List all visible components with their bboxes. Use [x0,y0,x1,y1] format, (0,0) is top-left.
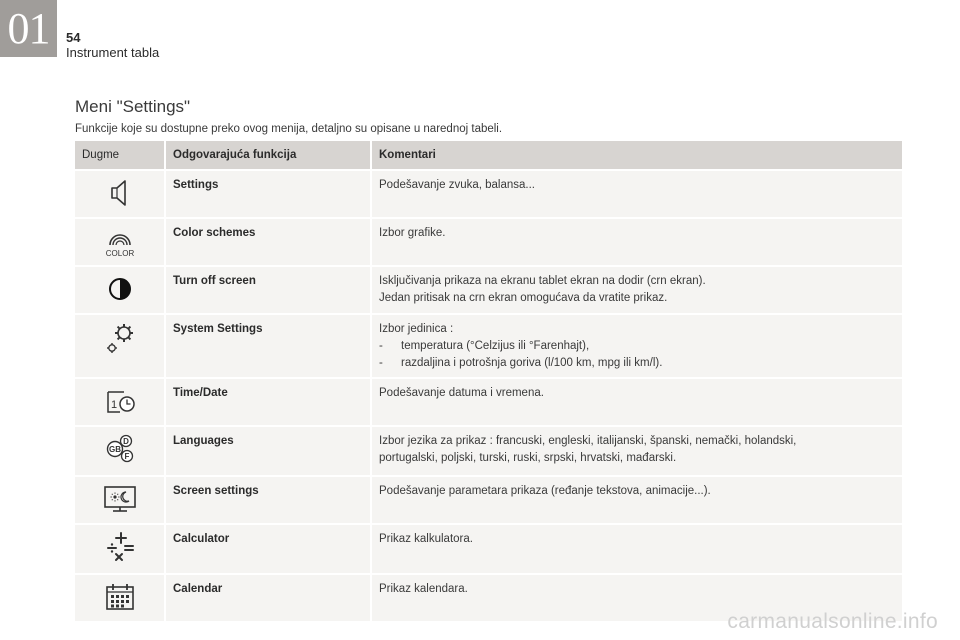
section-title: Meni "Settings" [75,97,191,116]
chapter-title: Instrument tabla [66,45,160,60]
function-name: Turn off screen [165,266,371,314]
color-icon-label: COLOR [105,249,134,258]
table-row [75,170,903,218]
function-name: Screen settings [165,476,371,524]
function-name: Calculator [165,524,371,574]
language-f-label: F [124,452,129,461]
table-row [75,426,903,476]
language-d-label: D [122,437,129,446]
icon-cell [75,170,165,218]
function-name: Calendar [165,574,371,621]
screen-settings-icon [98,481,142,517]
icon-cell [75,266,165,314]
table-row [75,378,903,426]
icon-cell [75,476,165,524]
icon-cell [75,218,165,266]
gears-icon [100,319,140,357]
languages-icon [98,431,142,469]
comments: Podešavanje parametara prikaza (ređanje tekstova, animacije...). [371,476,903,524]
comments: Isključivanja prikaza na ekranu tablet ekran na dodir (crn ekran). Jedan pritisak na crn ekran omogućava da vratite prikaz. [371,266,903,314]
comments: Prikaz kalkulatora. [371,524,903,574]
icon-cell [75,378,165,426]
column-header-button: Dugme [75,141,165,170]
color-icon [98,223,142,259]
calendar-clock-icon [98,383,142,419]
icon-cell [75,314,165,378]
icon-cell [75,574,165,621]
function-name: System Settings [165,314,371,378]
comments: Izbor jedinica : - temperatura (°Celzijus ili °Farenhajt), - razdaljina i potrošnja goriva (l/100 km, mpg ili km/l). [371,314,903,378]
function-name: Time/Date [165,378,371,426]
speaker-icon [100,175,140,211]
table-header-row [75,141,903,170]
function-name: Color schemes [165,218,371,266]
table-row [75,218,903,266]
column-header-function: Odgovarajuća funkcija [165,141,371,170]
column-header-comments: Komentari [371,141,903,170]
bullet-item: - temperatura (°Celzijus ili °Farenhajt), [379,340,590,352]
section-intro: Funkcije koje su dostupne preko ovog menija, detaljno su opisane u narednoj tabeli. [75,123,503,135]
comments: Podešavanje datuma i vremena. [371,378,903,426]
table-row [75,524,903,574]
comments: Prikaz kalendara. [371,574,903,621]
comments: Podešavanje zvuka, balansa... [371,170,903,218]
settings-table [75,141,904,621]
comments: Izbor grafike. [371,218,903,266]
calendar-day-number: 1 [110,399,117,411]
calendar-icon [98,579,142,615]
bullet-item: - razdaljina i potrošnja goriva (l/100 km, mpg ili km/l). [379,357,663,369]
icon-cell [75,426,165,476]
table-row [75,266,903,314]
function-name: Settings [165,170,371,218]
language-gb-label: GB [108,445,121,454]
icon-cell [75,524,165,574]
chapter-number-badge: 01 [0,0,57,57]
table-row [75,476,903,524]
comments: Izbor jezika za prikaz : francuski, engleski, italijanski, španski, nemački, holandski, portugalski, poljski, turski, ruski, srpski, hrvatski, mađarski. [371,426,903,476]
watermark: carmanualsonline.info [727,610,938,633]
function-name: Languages [165,426,371,476]
page-number: 54 [66,30,81,45]
table-row [75,314,903,378]
calculator-icon [98,529,142,567]
half-circle-icon [100,271,140,307]
